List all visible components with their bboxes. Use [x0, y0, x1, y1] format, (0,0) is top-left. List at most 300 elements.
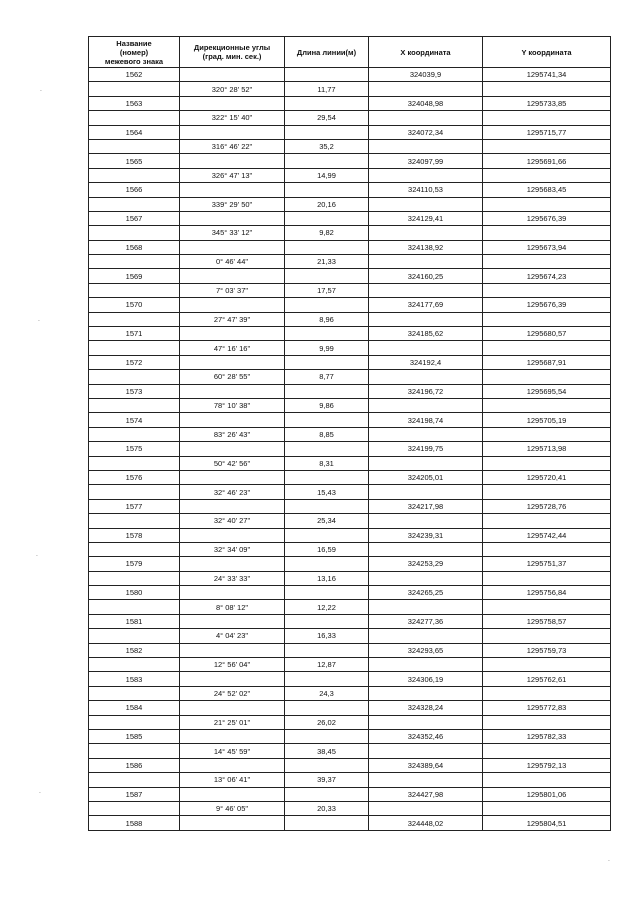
empty-cell [180, 787, 285, 801]
empty-cell [285, 240, 369, 254]
empty-cell [285, 729, 369, 743]
empty-cell [89, 341, 180, 355]
direction-angle: 13° 06' 41" [180, 773, 285, 787]
direction-angle: 322° 15' 40" [180, 111, 285, 125]
line-length: 29,54 [285, 111, 369, 125]
point-name: 1577 [89, 499, 180, 513]
x-coordinate: 324448,02 [369, 816, 483, 830]
x-coordinate: 324293,65 [369, 643, 483, 657]
empty-cell [180, 355, 285, 369]
y-coordinate: 1295804,51 [483, 816, 611, 830]
empty-cell [89, 370, 180, 384]
direction-angle: 24° 33' 33" [180, 571, 285, 585]
segment-row [89, 456, 611, 470]
y-coordinate: 1295683,45 [483, 183, 611, 197]
x-coordinate: 324277,36 [369, 614, 483, 628]
direction-angle: 0° 46' 44" [180, 255, 285, 269]
empty-cell [483, 398, 611, 412]
empty-cell [89, 686, 180, 700]
segment-row [89, 514, 611, 528]
point-name: 1571 [89, 327, 180, 341]
scan-speck: · [36, 553, 38, 560]
empty-cell [285, 96, 369, 110]
boundary-coordinates-table [88, 36, 611, 831]
x-coordinate: 324239,31 [369, 528, 483, 542]
point-name: 1564 [89, 125, 180, 139]
direction-angle: 24° 52' 02" [180, 686, 285, 700]
empty-cell [369, 600, 483, 614]
empty-cell [369, 283, 483, 297]
y-coordinate: 1295792,13 [483, 758, 611, 772]
segment-row [89, 542, 611, 556]
y-coordinate: 1295676,39 [483, 298, 611, 312]
y-coordinate: 1295680,57 [483, 327, 611, 341]
segment-row [89, 801, 611, 815]
empty-cell [483, 629, 611, 643]
line-length: 9,99 [285, 341, 369, 355]
point-name: 1582 [89, 643, 180, 657]
point-row [89, 68, 611, 82]
point-row [89, 643, 611, 657]
empty-cell [285, 125, 369, 139]
empty-cell [483, 715, 611, 729]
point-row [89, 701, 611, 715]
x-coordinate: 324265,25 [369, 586, 483, 600]
empty-cell [180, 68, 285, 82]
empty-cell [285, 758, 369, 772]
empty-cell [369, 341, 483, 355]
direction-angle: 7° 03' 37" [180, 283, 285, 297]
point-name: 1585 [89, 729, 180, 743]
empty-cell [89, 427, 180, 441]
empty-cell [89, 571, 180, 585]
empty-cell [369, 456, 483, 470]
segment-row [89, 427, 611, 441]
empty-cell [180, 183, 285, 197]
empty-cell [369, 514, 483, 528]
empty-cell [89, 514, 180, 528]
empty-cell [89, 542, 180, 556]
empty-cell [285, 355, 369, 369]
point-row [89, 729, 611, 743]
empty-cell [89, 773, 180, 787]
scan-speck: · [38, 318, 40, 325]
empty-cell [180, 816, 285, 830]
segment-row [89, 629, 611, 643]
empty-cell [89, 82, 180, 96]
x-coordinate: 324110,53 [369, 183, 483, 197]
point-row [89, 269, 611, 283]
empty-cell [180, 442, 285, 456]
x-coordinate: 324039,9 [369, 68, 483, 82]
empty-cell [483, 571, 611, 585]
scan-speck: · [39, 790, 41, 797]
empty-cell [483, 370, 611, 384]
empty-cell [369, 686, 483, 700]
empty-cell [180, 499, 285, 513]
line-length: 13,16 [285, 571, 369, 585]
x-coordinate: 324253,29 [369, 557, 483, 571]
y-coordinate: 1295695,54 [483, 384, 611, 398]
segment-row [89, 255, 611, 269]
empty-cell [285, 614, 369, 628]
empty-cell [285, 470, 369, 484]
empty-cell [89, 255, 180, 269]
empty-cell [369, 485, 483, 499]
x-coordinate: 324352,46 [369, 729, 483, 743]
empty-cell [483, 456, 611, 470]
empty-cell [89, 226, 180, 240]
header-y-coordinate: Y координата [483, 37, 611, 68]
segment-row [89, 283, 611, 297]
segment-row [89, 485, 611, 499]
empty-cell [483, 744, 611, 758]
empty-cell [369, 427, 483, 441]
point-row [89, 528, 611, 542]
empty-cell [180, 557, 285, 571]
point-row [89, 183, 611, 197]
line-length: 12,87 [285, 658, 369, 672]
line-length: 8,31 [285, 456, 369, 470]
empty-cell [483, 600, 611, 614]
empty-cell [369, 168, 483, 182]
empty-cell [180, 327, 285, 341]
empty-cell [180, 413, 285, 427]
empty-cell [483, 82, 611, 96]
direction-angle: 339° 29' 50" [180, 197, 285, 211]
x-coordinate: 324427,98 [369, 787, 483, 801]
empty-cell [285, 327, 369, 341]
direction-angle: 4° 04' 23" [180, 629, 285, 643]
x-coordinate: 324328,24 [369, 701, 483, 715]
line-length: 14,99 [285, 168, 369, 182]
direction-angle: 320° 28' 52" [180, 82, 285, 96]
point-row [89, 211, 611, 225]
y-coordinate: 1295782,33 [483, 729, 611, 743]
empty-cell [369, 744, 483, 758]
x-coordinate: 324097,99 [369, 154, 483, 168]
x-coordinate: 324205,01 [369, 470, 483, 484]
empty-cell [369, 197, 483, 211]
y-coordinate: 1295673,94 [483, 240, 611, 254]
empty-cell [180, 96, 285, 110]
segment-row [89, 398, 611, 412]
empty-cell [483, 255, 611, 269]
y-coordinate: 1295756,84 [483, 586, 611, 600]
direction-angle: 8° 08' 12" [180, 600, 285, 614]
empty-cell [180, 701, 285, 715]
empty-cell [180, 298, 285, 312]
y-coordinate: 1295713,98 [483, 442, 611, 456]
segment-row [89, 197, 611, 211]
scan-speck: · [40, 88, 42, 95]
empty-cell [369, 571, 483, 585]
point-name: 1574 [89, 413, 180, 427]
header-angle-line-1: Дирекционные углы [193, 43, 271, 52]
empty-cell [180, 240, 285, 254]
segment-row [89, 111, 611, 125]
segment-row [89, 686, 611, 700]
point-name: 1578 [89, 528, 180, 542]
point-name: 1573 [89, 384, 180, 398]
empty-cell [89, 715, 180, 729]
x-coordinate: 324138,92 [369, 240, 483, 254]
line-length: 11,77 [285, 82, 369, 96]
header-x-coordinate: X координата [369, 37, 483, 68]
y-coordinate: 1295759,73 [483, 643, 611, 657]
table-body [89, 68, 611, 831]
direction-angle: 32° 34' 09" [180, 542, 285, 556]
y-coordinate: 1295741,34 [483, 68, 611, 82]
point-name: 1581 [89, 614, 180, 628]
empty-cell [483, 686, 611, 700]
y-coordinate: 1295691,66 [483, 154, 611, 168]
empty-cell [369, 312, 483, 326]
empty-cell [285, 298, 369, 312]
empty-cell [180, 643, 285, 657]
x-coordinate: 324192,4 [369, 355, 483, 369]
empty-cell [89, 658, 180, 672]
empty-cell [285, 643, 369, 657]
point-name: 1567 [89, 211, 180, 225]
empty-cell [369, 801, 483, 815]
empty-cell [89, 485, 180, 499]
line-length: 38,45 [285, 744, 369, 758]
segment-row [89, 744, 611, 758]
direction-angle: 27° 47' 39" [180, 312, 285, 326]
line-length: 20,16 [285, 197, 369, 211]
empty-cell [369, 658, 483, 672]
y-coordinate: 1295715,77 [483, 125, 611, 139]
empty-cell [285, 183, 369, 197]
point-name: 1576 [89, 470, 180, 484]
y-coordinate: 1295742,44 [483, 528, 611, 542]
empty-cell [285, 413, 369, 427]
segment-row [89, 341, 611, 355]
point-name: 1569 [89, 269, 180, 283]
empty-cell [369, 398, 483, 412]
empty-cell [483, 341, 611, 355]
point-row [89, 384, 611, 398]
segment-row [89, 600, 611, 614]
point-name: 1568 [89, 240, 180, 254]
empty-cell [180, 384, 285, 398]
line-length: 17,57 [285, 283, 369, 297]
point-row [89, 327, 611, 341]
empty-cell [285, 211, 369, 225]
y-coordinate: 1295728,76 [483, 499, 611, 513]
point-name: 1563 [89, 96, 180, 110]
empty-cell [285, 68, 369, 82]
line-length: 8,96 [285, 312, 369, 326]
line-length: 21,33 [285, 255, 369, 269]
empty-cell [89, 629, 180, 643]
line-length: 8,85 [285, 427, 369, 441]
line-length: 25,34 [285, 514, 369, 528]
empty-cell [369, 82, 483, 96]
empty-cell [89, 312, 180, 326]
empty-cell [89, 111, 180, 125]
point-row [89, 125, 611, 139]
x-coordinate: 324196,72 [369, 384, 483, 398]
empty-cell [180, 672, 285, 686]
point-row [89, 240, 611, 254]
point-name: 1584 [89, 701, 180, 715]
empty-cell [180, 614, 285, 628]
point-row [89, 470, 611, 484]
y-coordinate: 1295705,19 [483, 413, 611, 427]
y-coordinate: 1295720,41 [483, 470, 611, 484]
empty-cell [89, 197, 180, 211]
direction-angle: 32° 40' 27" [180, 514, 285, 528]
empty-cell [180, 125, 285, 139]
direction-angle: 14° 45' 59" [180, 744, 285, 758]
header-name-line-1: Название [116, 38, 152, 48]
direction-angle: 345° 33' 12" [180, 226, 285, 240]
y-coordinate: 1295733,85 [483, 96, 611, 110]
direction-angle: 83° 26' 43" [180, 427, 285, 441]
empty-cell [483, 197, 611, 211]
line-length: 9,82 [285, 226, 369, 240]
point-row [89, 758, 611, 772]
empty-cell [89, 456, 180, 470]
point-row [89, 557, 611, 571]
point-name: 1562 [89, 68, 180, 82]
x-coordinate: 324199,75 [369, 442, 483, 456]
point-name: 1565 [89, 154, 180, 168]
line-length: 20,33 [285, 801, 369, 815]
segment-row [89, 370, 611, 384]
segment-row [89, 312, 611, 326]
x-coordinate: 324072,34 [369, 125, 483, 139]
point-row [89, 298, 611, 312]
empty-cell [89, 398, 180, 412]
empty-cell [369, 773, 483, 787]
point-name: 1580 [89, 586, 180, 600]
y-coordinate: 1295762,61 [483, 672, 611, 686]
empty-cell [285, 154, 369, 168]
empty-cell [483, 658, 611, 672]
point-row [89, 154, 611, 168]
empty-cell [483, 773, 611, 787]
point-name: 1570 [89, 298, 180, 312]
empty-cell [285, 701, 369, 715]
empty-cell [285, 384, 369, 398]
segment-row [89, 715, 611, 729]
line-length: 16,33 [285, 629, 369, 643]
x-coordinate: 324306,19 [369, 672, 483, 686]
empty-cell [483, 801, 611, 815]
line-length: 35,2 [285, 139, 369, 153]
empty-cell [180, 269, 285, 283]
empty-cell [285, 269, 369, 283]
segment-row [89, 571, 611, 585]
header-angle-line-2: (град. мин. сек.) [202, 52, 262, 61]
empty-cell [285, 528, 369, 542]
point-row [89, 442, 611, 456]
y-coordinate: 1295772,83 [483, 701, 611, 715]
segment-row [89, 168, 611, 182]
empty-cell [89, 139, 180, 153]
x-coordinate: 324129,41 [369, 211, 483, 225]
empty-cell [369, 629, 483, 643]
x-coordinate: 324160,25 [369, 269, 483, 283]
line-length: 9,86 [285, 398, 369, 412]
direction-angle: 21° 25' 01" [180, 715, 285, 729]
y-coordinate: 1295687,91 [483, 355, 611, 369]
line-length: 24,3 [285, 686, 369, 700]
y-coordinate: 1295758,57 [483, 614, 611, 628]
empty-cell [180, 528, 285, 542]
empty-cell [483, 542, 611, 556]
empty-cell [89, 168, 180, 182]
empty-cell [180, 154, 285, 168]
line-length: 12,22 [285, 600, 369, 614]
x-coordinate: 324185,62 [369, 327, 483, 341]
segment-row [89, 82, 611, 96]
direction-angle: 12° 56' 04" [180, 658, 285, 672]
line-length: 26,02 [285, 715, 369, 729]
empty-cell [369, 111, 483, 125]
direction-angle: 32° 46' 23" [180, 485, 285, 499]
header-name-line-3: межевого знака [104, 56, 164, 66]
empty-cell [285, 787, 369, 801]
point-name: 1572 [89, 355, 180, 369]
point-row [89, 816, 611, 830]
point-row [89, 672, 611, 686]
empty-cell [483, 514, 611, 528]
empty-cell [180, 729, 285, 743]
point-name: 1588 [89, 816, 180, 830]
x-coordinate: 324389,64 [369, 758, 483, 772]
empty-cell [89, 283, 180, 297]
empty-cell [483, 312, 611, 326]
direction-angle: 9° 46' 05" [180, 801, 285, 815]
y-coordinate: 1295676,39 [483, 211, 611, 225]
empty-cell [483, 283, 611, 297]
point-row [89, 787, 611, 801]
x-coordinate: 324177,69 [369, 298, 483, 312]
point-name: 1587 [89, 787, 180, 801]
line-length: 16,59 [285, 542, 369, 556]
segment-row [89, 773, 611, 787]
header-point-name [89, 37, 180, 68]
empty-cell [369, 255, 483, 269]
empty-cell [483, 226, 611, 240]
point-name: 1583 [89, 672, 180, 686]
point-row [89, 586, 611, 600]
empty-cell [483, 139, 611, 153]
direction-angle: 47° 16' 16" [180, 341, 285, 355]
x-coordinate: 324198,74 [369, 413, 483, 427]
empty-cell [483, 485, 611, 499]
empty-cell [369, 139, 483, 153]
segment-row [89, 139, 611, 153]
line-length: 39,37 [285, 773, 369, 787]
line-length: 8,77 [285, 370, 369, 384]
empty-cell [483, 427, 611, 441]
direction-angle: 50° 42' 56" [180, 456, 285, 470]
empty-cell [89, 600, 180, 614]
point-row [89, 413, 611, 427]
header-direction-angle [180, 37, 285, 68]
point-name: 1566 [89, 183, 180, 197]
direction-angle: 326° 47' 13" [180, 168, 285, 182]
empty-cell [483, 111, 611, 125]
empty-cell [89, 801, 180, 815]
header-line-length: Длина линии(м) [285, 37, 369, 68]
empty-cell [369, 226, 483, 240]
